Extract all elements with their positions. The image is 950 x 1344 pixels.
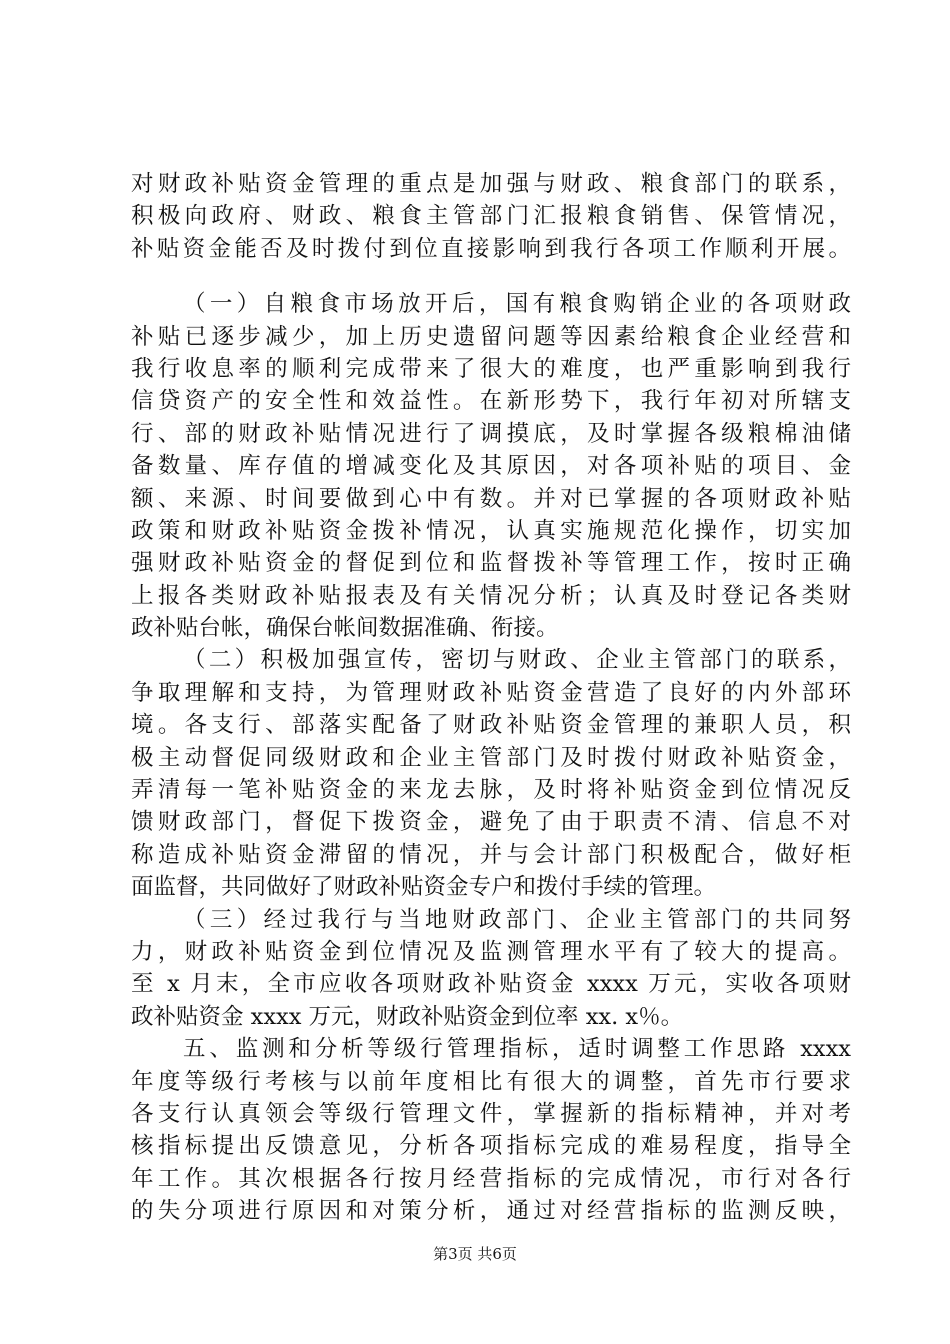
text-line: 政补贴台帐，确保台帐间数据准确、衔接。	[131, 615, 559, 642]
text-line: 年工作。其次根据各行按月经营指标的完成情况，市行对各行	[131, 1165, 851, 1192]
text-line: 力，财政补贴资金到位情况及监测管理水平有了较大的提高。	[131, 938, 851, 965]
paragraph	[131, 288, 851, 644]
text-line: 馈财政部门，督促下拨资金，避免了由于职责不清、信息不对	[131, 809, 851, 836]
text-line: 争取理解和支持，为管理财政补贴资金营造了良好的内外部环	[131, 679, 851, 706]
text-line: 额、来源、时间要做到心中有数。并对已掌握的各项财政补贴	[131, 485, 851, 512]
text-line: 政策和财政补贴资金拨补情况，认真实施规范化操作，切实加	[131, 517, 851, 544]
text-line: 我行收息率的顺利完成带来了很大的难度，也严重影响到我行	[131, 355, 851, 382]
text-line: 称造成补贴资金滞留的情况，并与会计部门积极配合，做好柜	[131, 841, 851, 868]
text-line: 至 x 月末，全市应收各项财政补贴资金 xxxx 万元，实收各项财	[131, 971, 851, 998]
text-line: 境。各支行、部落实配备了财政补贴资金管理的兼职人员，积	[131, 712, 851, 739]
text-line: 补贴已逐步减少，加上历史遗留问题等因素给粮食企业经营和	[131, 323, 851, 350]
text-line: 补贴资金能否及时拨付到位直接影响到我行各项工作顺利开展。	[131, 235, 851, 262]
document-body	[131, 168, 851, 1228]
text-line: （二）积极加强宣传，密切与财政、企业主管部门的联系，	[183, 647, 851, 674]
paragraph	[131, 644, 851, 903]
text-line: 信贷资产的安全性和效益性。在新形势下，我行年初对所辖支	[131, 388, 851, 415]
text-line: 各支行认真领会等级行管理文件，掌握新的指标精神，并对考	[131, 1100, 851, 1127]
text-line: 备数量、库存值的增减变化及其原因，对各项补贴的项目、金	[131, 453, 851, 480]
paragraph	[131, 1033, 851, 1227]
paragraph	[131, 168, 851, 265]
text-line: 上报各类财政补贴报表及有关情况分析；认真及时登记各类财	[131, 582, 851, 609]
text-line: 年度等级行考核与以前年度相比有很大的调整，首先市行要求	[131, 1068, 851, 1095]
text-line: 五、监测和分析等级行管理指标，适时调整工作思路 xxxx	[183, 1036, 851, 1063]
text-line: 积极向政府、财政、粮食主管部门汇报粮食销售、保管情况，	[131, 203, 851, 230]
text-line: 行、部的财政补贴情况进行了调摸底，及时掌握各级粮棉油储	[131, 420, 851, 447]
paragraph-gap	[131, 265, 851, 288]
page-number-footer: 第3页 共6页	[433, 1245, 517, 1263]
text-line: 对财政补贴资金管理的重点是加强与财政、粮食部门的联系，	[131, 171, 851, 197]
text-line: 政补贴资金 xxxx 万元，财政补贴资金到位率 xx. x％。	[131, 1003, 684, 1030]
text-line: 核指标提出反馈意见，分析各项指标完成的难易程度，指导全	[131, 1133, 851, 1160]
text-line: 的失分项进行原因和对策分析，通过对经营指标的监测反映，	[131, 1198, 851, 1225]
text-line: 强财政补贴资金的督促到位和监督拨补等管理工作，按时正确	[131, 550, 851, 577]
text-line: 弄清每一笔补贴资金的来龙去脉，及时将补贴资金到位情况反	[131, 777, 851, 804]
paragraph	[131, 904, 851, 1034]
text-line: 面监督，共同做好了财政补贴资金专户和拨付手续的管理。	[131, 874, 717, 901]
text-line: （三）经过我行与当地财政部门、企业主管部门的共同努	[183, 906, 851, 933]
text-line: 极主动督促同级财政和企业主管部门及时拨付财政补贴资金，	[131, 744, 851, 771]
text-line: （一）自粮食市场放开后，国有粮食购销企业的各项财政	[183, 291, 851, 318]
